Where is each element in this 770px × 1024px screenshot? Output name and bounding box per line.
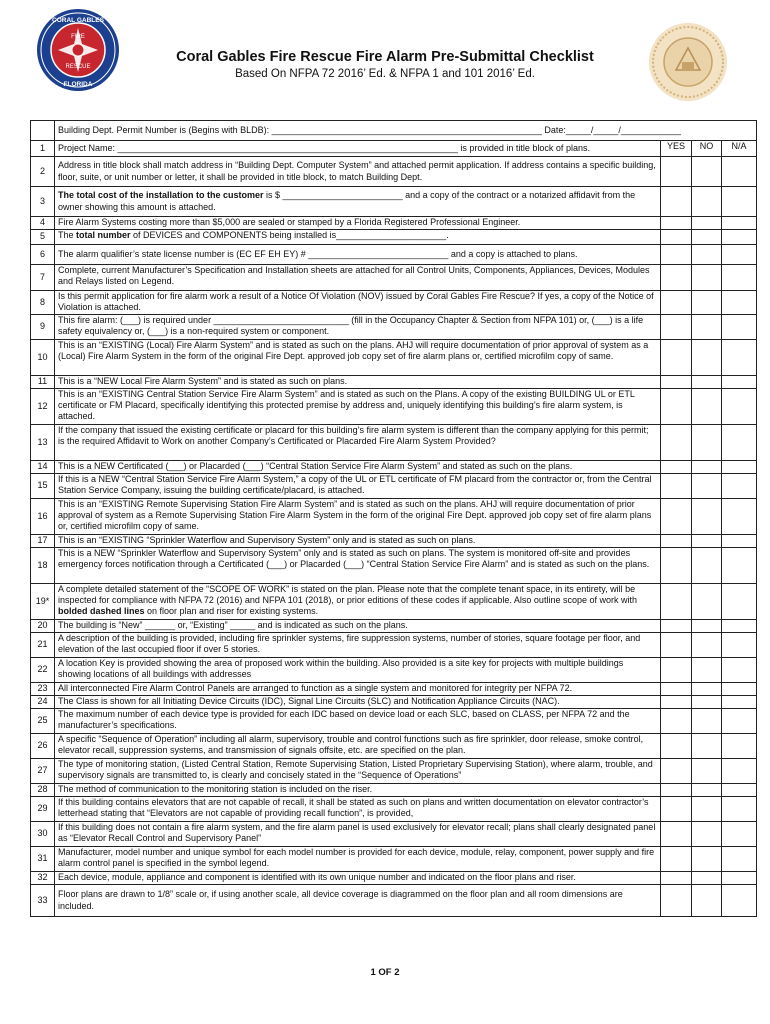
no-cell[interactable] xyxy=(692,734,722,759)
no-cell[interactable] xyxy=(692,340,722,376)
na-cell[interactable] xyxy=(722,620,757,633)
no-cell[interactable] xyxy=(692,584,722,620)
row-number: 20 xyxy=(31,620,55,633)
na-cell[interactable] xyxy=(722,340,757,376)
row-number: 32 xyxy=(31,872,55,885)
na-cell[interactable] xyxy=(722,658,757,683)
na-cell[interactable] xyxy=(722,696,757,709)
row-number: 15 xyxy=(31,474,55,499)
table-row xyxy=(31,548,757,584)
na-cell[interactable] xyxy=(722,187,757,217)
no-cell[interactable] xyxy=(692,535,722,548)
no-cell[interactable] xyxy=(692,784,722,797)
no-cell[interactable] xyxy=(692,461,722,474)
na-cell[interactable] xyxy=(722,885,757,917)
row-text: The total number of DEVICES and COMPONENTS being installed is______________________. xyxy=(55,230,661,245)
table-row xyxy=(31,620,757,633)
row-number: 14 xyxy=(31,461,55,474)
row-text xyxy=(55,187,661,217)
na-cell[interactable] xyxy=(722,633,757,658)
yes-cell[interactable] xyxy=(661,389,692,425)
table-row xyxy=(31,872,757,885)
page-subtitle: Based On NFPA 72 2016’ Ed. & NFPA 1 and 101 2016’ Ed. xyxy=(235,68,535,80)
yes-cell[interactable] xyxy=(661,425,692,461)
row-text: The building is “New” ______ or, “Existing” _____ and is indicated as such on the plans. xyxy=(55,620,661,633)
row-text: A description of the building is provided, including fire sprinkler systems, fire suppression systems, number of stories, square footage per floor, and elevation of the last occupied floor if over 5 stories. xyxy=(55,633,661,658)
yes-cell[interactable] xyxy=(661,291,692,315)
na-cell[interactable] xyxy=(722,535,757,548)
table-row xyxy=(31,141,757,157)
no-cell[interactable] xyxy=(692,230,722,245)
checklist-table xyxy=(30,120,757,917)
no-cell[interactable] xyxy=(692,187,722,217)
row-number: 18 xyxy=(31,548,55,584)
yes-cell[interactable] xyxy=(661,461,692,474)
yes-cell[interactable] xyxy=(661,683,692,696)
row-text: This is a “NEW Local Fire Alarm System” and is stated as such on plans. xyxy=(55,376,661,389)
na-cell[interactable] xyxy=(722,822,757,847)
row-text: All interconnected Fire Alarm Control Panels are arranged to function as a single system and monitored for integrity per NFPA 72. xyxy=(55,683,661,696)
row-number: 23 xyxy=(31,683,55,696)
table-row xyxy=(31,389,757,425)
no-cell[interactable] xyxy=(692,389,722,425)
table-row xyxy=(31,847,757,872)
row-text: This is an “EXISTING Central Station Service Fire Alarm System” and is stated as such on the Plans. A copy of the existing BUILDING UL or ETL certificate or FM Placard, specifically identifying this protected premise by address and, uniquely identifying this building’s fire alarm system, is attached. xyxy=(55,389,661,425)
na-cell[interactable] xyxy=(722,474,757,499)
na-cell[interactable] xyxy=(722,709,757,734)
permit-row xyxy=(31,121,757,141)
row-text: This is an “EXISTING (Local) Fire Alarm System” and is stated as such on the plans. AHJ will require documentation of prior approval of system as a (Local) Fire Alarm System in the form of the original Fire Dept. approved job copy set of fire alarm plans or, certified microfilm copy of same. xyxy=(55,340,661,376)
row-text: Fire Alarm Systems costing more than $5,000 are sealed or stamped by a Florida Registered Professional Engineer. xyxy=(55,217,661,230)
row-number: 33 xyxy=(31,885,55,917)
na-cell[interactable] xyxy=(722,315,757,340)
na-cell[interactable] xyxy=(722,389,757,425)
yes-cell[interactable] xyxy=(661,759,692,784)
row-number: 24 xyxy=(31,696,55,709)
no-cell[interactable] xyxy=(692,376,722,389)
row-text: If the company that issued the existing certificate or placard for this building’s fire alarm system is different than the company applying for this permit; is the required Affidavit to Work on another Company’s Certificated or Placarded Fire Alarm System Provided? xyxy=(55,425,661,461)
yes-cell[interactable] xyxy=(661,885,692,917)
na-cell[interactable] xyxy=(722,734,757,759)
table-row xyxy=(31,376,757,389)
no-cell[interactable] xyxy=(692,315,722,340)
na-cell[interactable] xyxy=(722,584,757,620)
na-cell[interactable] xyxy=(722,872,757,885)
na-cell[interactable] xyxy=(722,291,757,315)
row-number: 11 xyxy=(31,376,55,389)
row-text: This is a NEW Certificated (___) or Placarded (___) “Central Station Service Fire Alarm System” and stated as such on the plans. xyxy=(55,461,661,474)
row-text: The type of monitoring station, (Listed Central Station, Remote Supervising Station, Listed Proprietary Supervising Station), where alarm, trouble, and supervisory signals are transmitted to, is clearly and concisely stated in the “Sequence of Operations” xyxy=(55,759,661,784)
row-number: 12 xyxy=(31,389,55,425)
yes-cell[interactable] xyxy=(661,157,692,187)
row-text: Each device, module, appliance and component is identified with its own unique number and indicated on the floor plans and riser. xyxy=(55,872,661,885)
table-row xyxy=(31,499,757,535)
no-cell[interactable] xyxy=(692,548,722,584)
row-text: This fire alarm: (___) is required under ___________________________ (fill in the Occupancy Chapter & Section from NFPA 101) or, (___) is a life safety equivalency or, (___) is a non-required system or component. xyxy=(55,315,661,340)
no-cell[interactable] xyxy=(692,620,722,633)
row-number: 17 xyxy=(31,535,55,548)
table-row xyxy=(31,265,757,291)
yes-cell[interactable] xyxy=(661,822,692,847)
table-row xyxy=(31,709,757,734)
table-row xyxy=(31,734,757,759)
table-row xyxy=(31,230,757,245)
no-cell[interactable] xyxy=(692,245,722,265)
yes-cell[interactable] xyxy=(661,340,692,376)
table-row xyxy=(31,315,757,340)
row-number: 9 xyxy=(31,315,55,340)
yes-cell[interactable] xyxy=(661,709,692,734)
row-text: If this building contains elevators that are not capable of recall, it shall be stated as such on plans and written documentation on elevator contractor’s letterhead stating that “Elevators are not capable of providing recall function”, is provided, xyxy=(55,797,661,822)
yes-cell[interactable] xyxy=(661,696,692,709)
row-number: 13 xyxy=(31,425,55,461)
no-cell[interactable] xyxy=(692,759,722,784)
no-cell[interactable] xyxy=(692,847,722,872)
row-text: If this building does not contain a fire alarm system, and the fire alarm panel is used exclusively for elevator recall; plans shall clearly designated panel as “Elevator Recall Control and Supervisory Panel” xyxy=(55,822,661,847)
table-row xyxy=(31,759,757,784)
yes-cell[interactable] xyxy=(661,499,692,535)
svg-text:FIRE: FIRE xyxy=(71,34,85,40)
row-text: The maximum number of each device type is provided for each IDC based on device load or each SLC, based on CLASS, per NFPA 72 and the manufacturer’s specifications. xyxy=(55,709,661,734)
row-text: This is a NEW “Sprinkler Waterflow and Supervisory System” only and is stated as such on plans. The system is monitored off-site and provides emergency forces notification through a Certificated (___) or Placarded (___) “Central Station Service Fire Alarm” and is stated as such on the plans. xyxy=(55,548,661,584)
table-row xyxy=(31,157,757,187)
yes-cell[interactable] xyxy=(661,376,692,389)
yes-cell[interactable] xyxy=(661,584,692,620)
yes-cell[interactable] xyxy=(661,797,692,822)
table-row xyxy=(31,340,757,376)
row-text: Manufacturer, model number and unique symbol for each model number is provided for each device, module, relay, component, power supply and fire alarm control panel is specified in the symbol legend. xyxy=(55,847,661,872)
yes-cell[interactable] xyxy=(661,265,692,291)
row-text: Is this permit application for fire alarm work a result of a Notice Of Violation (NOV) issued by Coral Gables Fire Rescue? If yes, a copy of the Notice of Violation is attached. xyxy=(55,291,661,315)
na-cell[interactable] xyxy=(722,847,757,872)
yes-cell[interactable] xyxy=(661,187,692,217)
table-row xyxy=(31,658,757,683)
yes-cell[interactable] xyxy=(661,847,692,872)
no-cell[interactable] xyxy=(692,683,722,696)
row-number: 21 xyxy=(31,633,55,658)
no-cell[interactable] xyxy=(692,291,722,315)
yes-cell[interactable] xyxy=(661,535,692,548)
row-text: Project Name: ____________________________________________________________________ is provided in title block of plans. xyxy=(55,141,661,157)
na-cell[interactable] xyxy=(722,759,757,784)
row-text: The alarm qualifier’s state license number is (EC EF EH EY) # ____________________________ and a copy is attached to plans. xyxy=(55,245,661,265)
yes-cell[interactable] xyxy=(661,315,692,340)
no-cell[interactable] xyxy=(692,157,722,187)
yes-cell[interactable] xyxy=(661,217,692,230)
na-cell[interactable] xyxy=(722,265,757,291)
row-text: The method of communication to the monitoring station is included on the riser. xyxy=(55,784,661,797)
no-cell[interactable] xyxy=(692,499,722,535)
na-header: N/A xyxy=(722,141,757,157)
no-cell[interactable] xyxy=(692,872,722,885)
row-number: 7 xyxy=(31,265,55,291)
yes-header: YES xyxy=(661,141,692,157)
na-cell[interactable] xyxy=(722,797,757,822)
na-cell[interactable] xyxy=(722,499,757,535)
no-header: NO xyxy=(692,141,722,157)
row-number: 6 xyxy=(31,245,55,265)
na-cell[interactable] xyxy=(722,245,757,265)
no-cell[interactable] xyxy=(692,425,722,461)
yes-cell[interactable] xyxy=(661,872,692,885)
na-cell[interactable] xyxy=(722,461,757,474)
na-cell[interactable] xyxy=(722,425,757,461)
no-cell[interactable] xyxy=(692,265,722,291)
row-text: This is an “EXISTING Remote Supervising Station Fire Alarm System” and is stated as such on the plans. AHJ will require documentation of prior approval of system as a Remote Supervising Station Fire Alarm System in the form of the original Fire Dept. approved job copy set of fire alarm plans or, certified microfilm copy of same. xyxy=(55,499,661,535)
row-text: A location Key is provided showing the area of proposed work within the building. Also provided is a site key for projects with multiple buildings showing locations of all buildings with addresses xyxy=(55,658,661,683)
row-text: If this is a NEW “Central Station Service Fire Alarm System,” a copy of the UL or ETL certificate of FM placard from the contractor or, from the Central Station Service Company, issuing the building certificate/placard, is attached. xyxy=(55,474,661,499)
na-cell[interactable] xyxy=(722,683,757,696)
svg-text:RESCUE: RESCUE xyxy=(65,64,91,70)
row-number: 28 xyxy=(31,784,55,797)
yes-cell[interactable] xyxy=(661,230,692,245)
no-cell[interactable] xyxy=(692,797,722,822)
row-number: 27 xyxy=(31,759,55,784)
row-number: 25 xyxy=(31,709,55,734)
yes-cell[interactable] xyxy=(661,548,692,584)
bolded-dashed-lines-text: bolded dashed lines xyxy=(58,606,145,617)
svg-text:FLORIDA: FLORIDA xyxy=(63,81,93,88)
row-number: 31 xyxy=(31,847,55,872)
page-number: 1 OF 2 xyxy=(370,967,400,978)
table-row xyxy=(31,696,757,709)
yes-cell[interactable] xyxy=(661,658,692,683)
row-text: The Class is shown for all Initiating Device Circuits (IDC), Signal Line Circuits (SLC) and Notification Appliance Circuits (NAC). xyxy=(55,696,661,709)
no-cell[interactable] xyxy=(692,709,722,734)
no-cell[interactable] xyxy=(692,885,722,917)
no-cell[interactable] xyxy=(692,658,722,683)
no-cell[interactable] xyxy=(692,696,722,709)
yes-cell[interactable] xyxy=(661,245,692,265)
table-row xyxy=(31,822,757,847)
na-cell[interactable] xyxy=(722,217,757,230)
no-cell[interactable] xyxy=(692,217,722,230)
table-row xyxy=(31,535,757,548)
table-row xyxy=(31,474,757,499)
svg-text:CORAL GABLES: CORAL GABLES xyxy=(52,17,104,24)
row-number: 29 xyxy=(31,797,55,822)
no-cell[interactable] xyxy=(692,822,722,847)
yes-cell[interactable] xyxy=(661,734,692,759)
table-row xyxy=(31,584,757,620)
row-number: 19* xyxy=(31,584,55,620)
permit-number-field[interactable]: Building Dept. Permit Number is (Begins with BLDB): ______________________________________________________ Date:_____/_____/____________ xyxy=(55,121,757,141)
row-number: 2 xyxy=(31,157,55,187)
row-number: 30 xyxy=(31,822,55,847)
yes-cell[interactable] xyxy=(661,784,692,797)
na-cell[interactable] xyxy=(722,784,757,797)
na-cell[interactable] xyxy=(722,157,757,187)
table-row xyxy=(31,187,757,217)
row-number: 4 xyxy=(31,217,55,230)
table-row xyxy=(31,683,757,696)
row-text: Address in title block shall match address in “Building Dept. Computer System” and attached permit application. If address contains a specific building, floor, suite, or unit number or letter, it shall be provided in title block, to match Building Dept. xyxy=(55,157,661,187)
row-number: 10 xyxy=(31,340,55,376)
yes-cell[interactable] xyxy=(661,633,692,658)
row-number: 3 xyxy=(31,187,55,217)
row-number: 1 xyxy=(31,141,55,157)
yes-cell[interactable] xyxy=(661,620,692,633)
no-cell[interactable] xyxy=(692,633,722,658)
page-title: Coral Gables Fire Rescue Fire Alarm Pre-Submittal Checklist xyxy=(176,49,594,65)
table-row xyxy=(31,217,757,230)
na-cell[interactable] xyxy=(722,230,757,245)
table-row xyxy=(31,885,757,917)
table-row xyxy=(31,291,757,315)
row-text: A specific “Sequence of Operation” including all alarm, supervisory, trouble and control functions such as fire sprinkler, door release, smoke control, elevator recall, suppression systems, and transmission of signals offsite, etc. are specified on the plan. xyxy=(55,734,661,759)
row-text: Floor plans are drawn to 1/8” scale or, if using another scale, all device coverage is diagrammed on the floor plan and all room dimensions are included. xyxy=(55,885,661,917)
row-text: A complete detailed statement of the “SCOPE OF WORK” is stated on the plan. Please note that the complete tenant space, in its entirety, will be inspected for compliance with NFPA 72 (2016) and NFPA 101 (2018), or prior editions of these codes if applicable. Also outline scope of work with bolded dashed lines on floor plan and riser for existing systems. xyxy=(55,584,661,620)
row-text: This is an “EXISTING “Sprinkler Waterflow and Supervisory System” only and is stated as such on plans. xyxy=(55,535,661,548)
table-row xyxy=(31,784,757,797)
table-row xyxy=(31,461,757,474)
table-row xyxy=(31,633,757,658)
row-number: 8 xyxy=(31,291,55,315)
na-cell[interactable] xyxy=(722,376,757,389)
table-row xyxy=(31,425,757,461)
na-cell[interactable] xyxy=(722,548,757,584)
row-number: 5 xyxy=(31,230,55,245)
yes-cell[interactable] xyxy=(661,474,692,499)
row-number: 26 xyxy=(31,734,55,759)
row-text: Complete, current Manufacturer’s Specification and Installation sheets are attached for all Control Units, Components, Appliances, Devices, Modules and Relays listed on Legend. xyxy=(55,265,661,291)
table-row xyxy=(31,797,757,822)
row-text-rest: is $ ________________________ and a copy of the contract or a notarized affidavit from the owner showing this amount is attached. xyxy=(58,190,636,212)
table-row xyxy=(31,245,757,265)
row-number: 16 xyxy=(31,499,55,535)
no-cell[interactable] xyxy=(692,474,722,499)
row-text-bold: The total cost of the installation to the customer xyxy=(58,190,264,201)
row-number: 22 xyxy=(31,658,55,683)
